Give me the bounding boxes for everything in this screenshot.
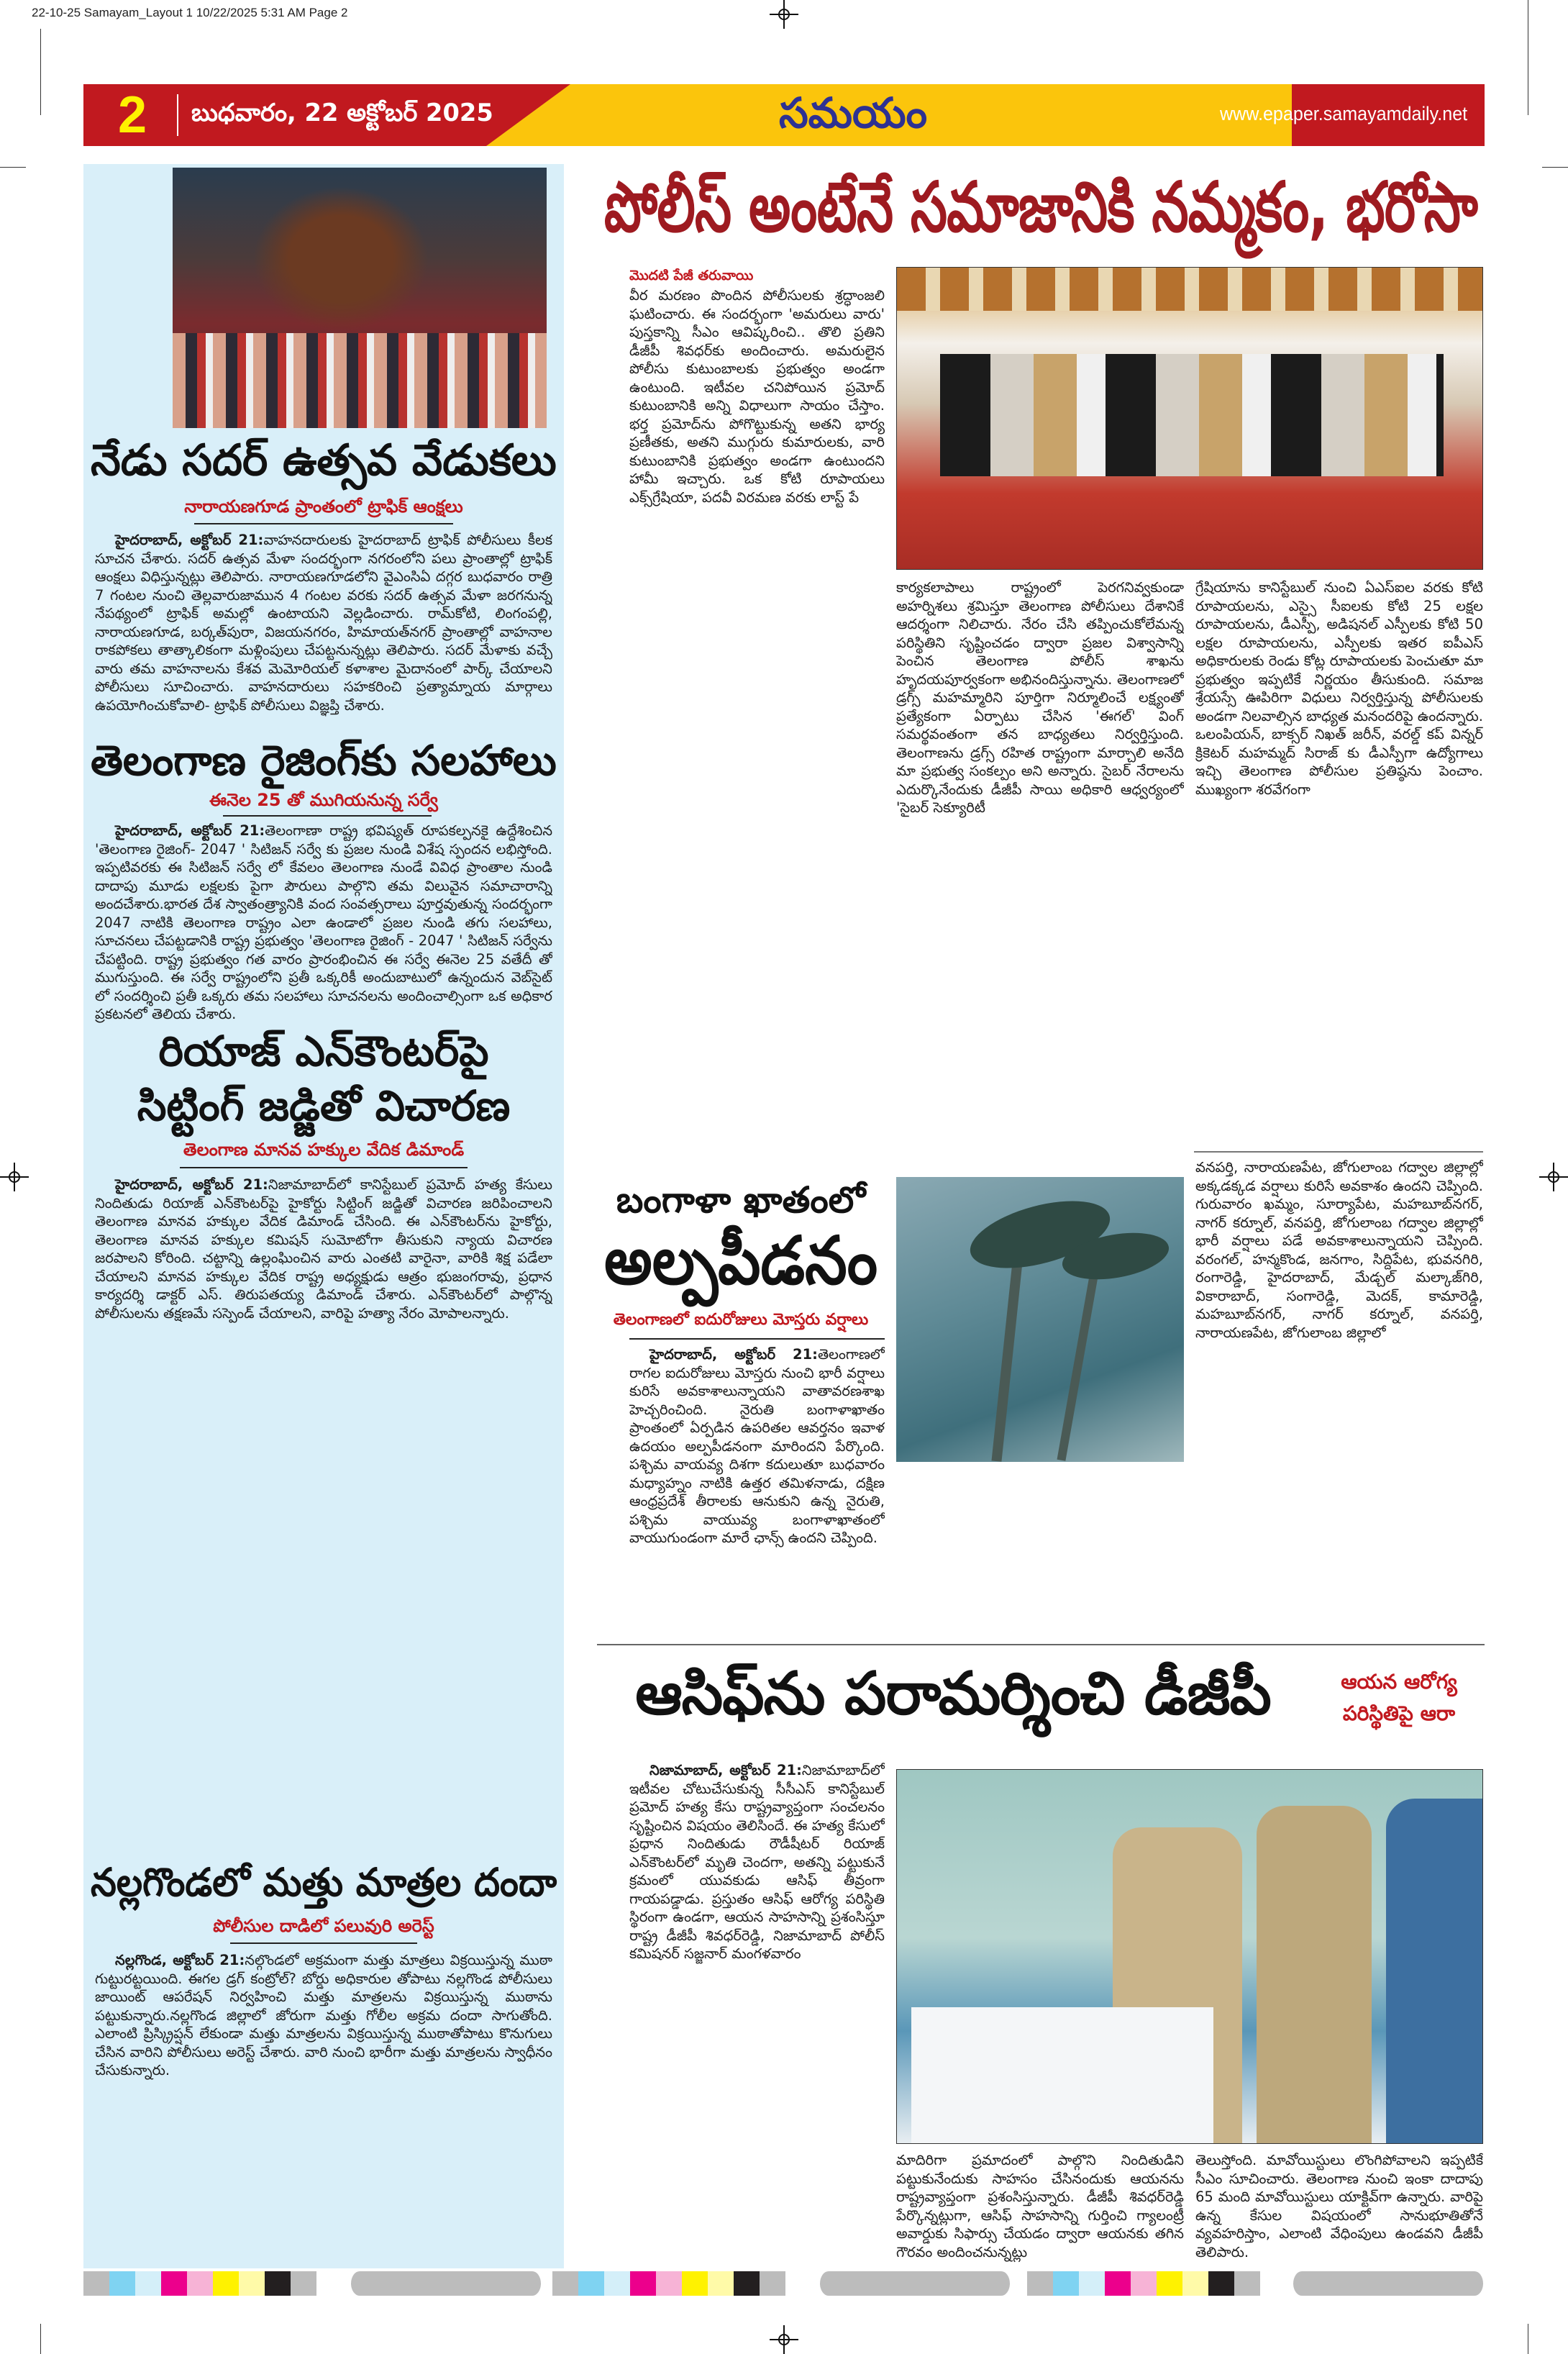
page-number: 2 bbox=[118, 86, 147, 144]
color-swatch bbox=[552, 2271, 578, 2296]
registration-mark-icon bbox=[0, 1163, 29, 1191]
section-divider bbox=[597, 1644, 1485, 1645]
color-swatch bbox=[708, 2271, 734, 2296]
gray-calibration-pill bbox=[351, 2271, 541, 2296]
nalgonda-subhead-text: పోలీసుల దాడిలో పలువురి అరెస్ట్ bbox=[213, 1916, 434, 1936]
color-swatch bbox=[578, 2271, 604, 2296]
cyclone-headline-line1 bbox=[604, 1180, 878, 1222]
sadar-headline bbox=[91, 436, 557, 486]
color-swatch bbox=[265, 2271, 291, 2296]
crop-mark bbox=[40, 29, 41, 115]
cyclone-column-2 bbox=[896, 1468, 1184, 1637]
cyclone-subhead-text: తెలంగాణలో ఐదురోజులు మోస్తరు వర్షాలు bbox=[613, 1311, 869, 1329]
print-slug: 22-10-25 Samayam_Layout 1 10/22/2025 5:31 AM Page 2 bbox=[32, 6, 348, 19]
asif-column-3: తెలుస్తోంది. మావోయిస్టులు లొంగిపోవాలని ఇప్పటికే సీఎం సూచించారు. తెలంగాణ నుంచి ఇంకా దాదాపు 65 మంది మావోయిస్టులు యాక్టివ్‌గా ఉన్నారు. వారిపై ఉన్న కేసుల విషయంలో సానుభూతితోనే వ్యవహరిస్తాం, ఎలాంటి వేధింపులు ఉండవని డీజీపీ తెలిపారు. bbox=[1195, 2152, 1483, 2260]
cyclone-column-3: వనపర్తి, నారాయణపేట, జోగులాంబ గద్వాల జిల్లాల్లో అక్కడక్కడ వర్షాలు కురిసే అవకాశం ఉందని చెప్పింది. గురువారం ఖమ్మం, సూర్యాపేట, మహబూబ్‌నగర్, నాగర్ కర్నూల్, వనపర్తి, జోగులాంబ గద్వాల జిల్లాల్లో భారీ వర్షాలు పడే అవకాశాలున్నాయని చెప్పింది. వరంగల్, హన్మకొండ, జనగాం, సిద్దిపేట, భువనగిరి, రంగారెడ్డి, హైదరాబాద్, మేడ్చల్ మల్కాజ్‌గిరి, వికారాబాద్, సంగారెడ్డి, మెదక్, కామారెడ్డి, మహబూబ్‌నగర్, నాగర్ కర్నూల్, వనపర్తి, నారాయణపేట, జోగులాంబ జిల్లాలో bbox=[1195, 1159, 1483, 1341]
sadar-headline-text: నేడు సదర్ ఉత్సవ వేడుకలు bbox=[91, 435, 557, 486]
riyaz-headline-line1 bbox=[91, 1027, 557, 1076]
divider bbox=[194, 523, 453, 524]
dateline: హైదరాబాద్, అక్టోబర్ 21: bbox=[115, 822, 265, 839]
color-swatch bbox=[1131, 2271, 1157, 2296]
cyclone-article bbox=[629, 1345, 885, 1637]
color-swatch bbox=[1208, 2271, 1234, 2296]
dateline: హైదరాబాద్, అక్టోబర్ 21: bbox=[649, 1346, 818, 1363]
rising-article bbox=[95, 822, 552, 1023]
cyclone-headline-line1-text: బంగాళా ఖాతంలో bbox=[616, 1179, 866, 1221]
epaper-url-text[interactable]: www.epaper.samayamdaily.net bbox=[1220, 103, 1468, 124]
color-swatch bbox=[630, 2271, 656, 2296]
color-swatch bbox=[187, 2271, 213, 2296]
issue-date-text: బుధవారం, 22 అక్టోబర్ 2025 bbox=[191, 99, 493, 127]
main-headline bbox=[604, 167, 1478, 247]
color-swatch bbox=[161, 2271, 187, 2296]
asif-headline-text: ఆసిఫ్‌ను పరామర్శించి డీజీపీ bbox=[635, 1660, 1271, 1728]
color-swatch bbox=[1234, 2271, 1260, 2296]
article-body: తెలంగాణలో రాగల ఐదురోజులు మోస్తరు నుంచి భారీ వర్షాలు కురిసే అవకాశాలున్నాయని వాతావరణశాఖ హెచ్చరించింది. నైరుతి బంగాళాఖాతం ప్రాంతంలో ఏర్పడిన ఉపరితల ఆవర్తనం ఇవాళ ఉదయం అల్పపీడనంగా మారిందని పేర్కొంది. పశ్చిమ వాయవ్య దిశగా కదులుతూ బుధవారం మధ్యాహ్నం నాటికి ఉత్తర తమిళనాడు, దక్షిణ ఆంధ్రప్రదేశ్ తీరాలకు ఆనుకుని ఉన్న నైరుతి, పశ్చిమ వాయువ్య బంగాళాఖాతంలో వాయుగుండంగా మారే ఛాన్స్ ఉందని చెప్పింది. bbox=[629, 1346, 885, 1546]
cyclone-headline-line2-text: అల్పపీడనం bbox=[604, 1222, 878, 1299]
sadar-festival-photo bbox=[173, 168, 547, 428]
color-swatch bbox=[1105, 2271, 1131, 2296]
divider bbox=[223, 815, 432, 817]
asif-headline bbox=[604, 1662, 1302, 1727]
rising-headline bbox=[91, 737, 557, 785]
color-calibration-bar bbox=[83, 2271, 316, 2296]
sadar-subhead-text: నారాయణగూడ ప్రాంతంలో ట్రాఫిక్ ఆంక్షలు bbox=[184, 496, 463, 517]
asif-kicker-line1-text: ఆయన ఆరోగ్య bbox=[1341, 1670, 1457, 1694]
dateline: హైదరాబాద్, అక్టోబర్ 21: bbox=[115, 532, 264, 548]
sadar-subhead bbox=[91, 496, 557, 521]
registration-mark-icon bbox=[770, 2325, 798, 2354]
rising-headline-text: తెలంగాణ రైజింగ్‌కు సలహాలు bbox=[91, 736, 557, 785]
main-headline-text: పోలీస్ అంటేనే సమాజానికి నమ్మకం, భరోసా bbox=[604, 167, 1478, 247]
crop-mark bbox=[1542, 167, 1568, 168]
color-swatch bbox=[1157, 2271, 1182, 2296]
asif-article bbox=[629, 1761, 885, 2265]
asif-kicker-line1 bbox=[1316, 1668, 1482, 1696]
color-swatch bbox=[135, 2271, 161, 2296]
article-body: నిజామాబాద్‌లో కానిస్టేబుల్ ప్రమోద్ హత్య కేసులు నిందితుడు రియాజ్ ఎన్‌కౌంటర్‌పై హైకోర్టు సిట్టింగ్ జడ్జితో విచారణ జరిపించాలని తెలంగాణ మానవ హక్కుల వేదిక డిమాండ్ చేసింది. ఈ ఎన్‌కౌంటర్‌ను హైకోర్టు, తెలంగాణ మానవ హక్కుల కమిషన్ సుమోటోగా తీసుకుని న్యాయ విచారణ జరపాలని కోరింది. చట్టాన్ని ఉల్లంఘించిన వారు ఎంతటి వారైనా, వారికి శిక్ష పడేలా చేయాలని మానవ హక్కుల వేదిక రాష్ట్ర అధ్యక్షుడు ఆత్రం భుజంగరావు, ప్రధాన కార్యదర్శి డాక్టర్ ఎస్. తిరుపతయ్య డిమాండ్ చేశారు. ఎన్‌కౌంటర్‌లో పాల్గొన్న పోలీసులను తక్షణమే సస్పెండ్ చేయాలని, వారిపై హత్యా నేరం మోపాలన్నారు. bbox=[95, 1176, 552, 1322]
masthead-text: సమయం bbox=[778, 88, 928, 137]
registration-mark-icon bbox=[1539, 1163, 1568, 1191]
main-story-column-3: గ్రేషియాను కానిస్టేబుల్ నుంచి ఏఎస్ఐల వరకు కోటి రూపాయలను, ఎస్సై సీఐలకు కోటి 25 లక్షల రూపాయలను, డీఎస్పీ, అడిషనల్ ఎస్పీలకు కోటి 50 లక్షల రూపాయలను, ఎస్పీలకు ఇతర ఐపీఎస్ అధికారులకు రెండు కోట్ల రూపాయలకు పెంచుతూ మా ప్రభుత్వం ఇప్పటికే నిర్ణయం తీసుకుంది. సమాజ శ్రేయస్సే ఊపిరిగా విధులు నిర్వర్తిస్తున్న పోలీసులకు అండగా నిలవాల్సిన బాధ్యత మనందరిపై ఉందన్నారు. ఒలంపియన్, బాక్సర్ నిఖత్ జరీన్, వరల్డ్ కప్ విన్నర్ క్రికెటర్ మహమ్మద్ సిరాజ్ కు డీఎస్పీగా ఉద్యోగాలు ఇచ్చి తెలంగాణ పోలీసుల ప్రతిష్ఠను పెంచాం. ముఖ్యంగా శరవేగంగా bbox=[1195, 579, 1483, 798]
color-swatch bbox=[1027, 2271, 1053, 2296]
main-story-column-2: కార్యకలాపాలు రాష్ట్రంలో పెరగనివ్వకుండా అహర్నిశలు శ్రమిస్తూ తెలంగాణ పోలీసులు దేశానికే ఆదర్శంగా నిలిచారు. నేరం చేసి తప్పించుకోలేమన్న పరిస్థితిని సృష్టించడం ద్వారా ప్రజల విశ్వాసాన్ని పెంచిన తెలంగాణ పోలీస్ శాఖను హృదయపూర్వకంగా అభినందిస్తున్నాను. తెలంగాణలో డ్రగ్స్ మహమ్మారిని పూర్తిగా నిర్మూలించే లక్ష్యంతో ప్రత్యేకంగా ఏర్పాటు చేసిన 'ఈగల్' వింగ్ సమర్థవంతంగా తన బాధ్యతలు నిర్వర్తిస్తుంది. తెలంగాణను డ్రగ్స్ రహిత రాష్ట్రంగా మార్చాలి అనేది మా ప్రభుత్వ సంకల్పం అని అన్నారు. సైబర్ నేరాలను ఎదుర్కొనేందుకు డీజీపీ సాయి అధికారి ఆధ్వర్యంలో 'సైబర్ సెక్యూరిటీ bbox=[896, 579, 1184, 816]
color-swatch bbox=[656, 2271, 682, 2296]
riyaz-headline-line2-text: సిట్టింగ్ జడ్జితో విచారణ bbox=[137, 1081, 511, 1130]
registration-mark-icon bbox=[770, 0, 798, 29]
color-swatch bbox=[239, 2271, 265, 2296]
nalgonda-article bbox=[95, 1951, 552, 2239]
crop-mark bbox=[0, 167, 26, 168]
asif-kicker-line2-text: పరిస్థితిపై ఆరా bbox=[1342, 1701, 1456, 1725]
crop-mark bbox=[40, 2324, 41, 2354]
color-swatch bbox=[1182, 2271, 1208, 2296]
color-swatch bbox=[213, 2271, 239, 2296]
dateline: నల్లగొండ, అక్టోబర్ 21: bbox=[115, 1952, 245, 1968]
dateline: నిజామాబాద్, అక్టోబర్ 21: bbox=[649, 1762, 802, 1778]
article-body: తెలంగాణా రాష్ట్ర భవిష్యత్ రూపకల్పనకై ఉద్దేశించిన 'తెలంగాణ రైజింగ్- 2047 ' సిటిజన్ సర్వే కు ప్రజల నుండి విశేష స్పందన లభిస్తోంది. ఇప్పటివరకు ఈ సిటిజన్ సర్వే లో కేవలం తెలంగాణ నుండే వివిధ ప్రాంతాల నుండి దాదాపు మూడు లక్షలకు పైగా పౌరులు పాల్గొని తమ విలువైన సమాచారాన్ని అందచేశారు.భారత దేశ స్వాతంత్ర్యానికి వంద సంవత్సరాలు పూర్తవుతున్న సందర్భంగా 2047 నాటికి తెలంగాణ రాష్ట్రం ఎలా ఉండాలో ప్రజల నుండి తగు సలహాలు, సూచనలు చేపట్టడానికి రాష్ట్ర ప్రభుత్వం 'తెలంగాణ రైజింగ్ - 2047 ' సిటిజన్ సర్వేను చేపట్టింది. రాష్ట్ర ప్రభుత్వం గత వారం ప్రారంభించిన ఈ సర్వే ఈనెల 25 వతేదీ తో ముగుస్తుంది. ఈ సర్వే రాష్ట్రంలోని ప్రతీ ఒక్కరికీ అందుబాటులో ఉన్నందున వెబ్‌సైట్ లో సందర్శించి ప్రతీ ఒక్కరు తమ సలహాలు సూచనలను అందించాల్సింగా ఒక అధికార ప్రకటనలో తెలియ చేశారు. bbox=[95, 822, 552, 1022]
cyclone-palm-trees-photo bbox=[896, 1177, 1184, 1462]
nalgonda-subhead bbox=[91, 1916, 557, 1940]
divider bbox=[629, 1338, 885, 1340]
color-swatch bbox=[109, 2271, 135, 2296]
color-swatch bbox=[604, 2271, 630, 2296]
color-swatch bbox=[682, 2271, 708, 2296]
cyclone-headline-line2 bbox=[604, 1224, 878, 1297]
divider bbox=[230, 1942, 417, 1944]
police-ceremony-photo bbox=[896, 267, 1483, 570]
rising-subhead bbox=[91, 790, 557, 814]
riyaz-subhead bbox=[91, 1140, 557, 1164]
color-swatch bbox=[83, 2271, 109, 2296]
rising-subhead-text: ఈనెల 25 తో ముగియనున్న సర్వే bbox=[209, 790, 438, 810]
riyaz-subhead-text: తెలంగాణ మానవ హక్కుల వేదిక డిమాండ్ bbox=[183, 1140, 465, 1160]
color-swatch bbox=[1079, 2271, 1105, 2296]
color-swatch bbox=[760, 2271, 785, 2296]
riyaz-article bbox=[95, 1176, 552, 1852]
article-body: నిజామాబాద్‌లో ఇటీవల చోటుచేసుకున్న సీసీఎస్ కానిస్టేబుల్ ప్రమోద్ హత్య కేసు రాష్ట్రవ్యాప్తంగా సంచలనం సృష్టించిన విషయం తెలిసిందే. ఈ హత్య కేసులో ప్రధాన నిందితుడు రౌడీషీటర్ రియాజ్ ఎన్‌కౌంటర్‌లో మృతి చెందగా, అతన్ని పట్టుకునే క్రమంలో యువకుడు ఆసిఫ్ తీవ్రంగా గాయపడ్డాడు. ప్రస్తుతం ఆసిఫ్ ఆరోగ్య పరిస్థితి స్థిరంగా ఉండగా, ఆయన సాహసాన్ని ప్రశంసిస్తూ రాష్ట్ర డీజీపీ శివధర్‌రెడ్డి, నిజామాబాద్ పోలీస్ కమిషనర్ సజ్జనార్ మంగళవారం bbox=[629, 1762, 885, 1962]
dateline: హైదరాబాద్, అక్టోబర్ 21: bbox=[115, 1176, 268, 1193]
cyclone-subhead bbox=[604, 1311, 878, 1332]
gray-calibration-pill bbox=[1293, 2271, 1483, 2296]
asif-kicker-line2 bbox=[1316, 1699, 1482, 1728]
nalgonda-headline-text: నల్లగొండలో మత్తు మాత్రల దందా bbox=[91, 1860, 557, 1905]
color-calibration-bar bbox=[1027, 2271, 1260, 2296]
dgp-hospital-visit-photo bbox=[896, 1769, 1483, 2144]
asif-column-2: మాదిరిగా ప్రమాదంలో పాల్గొని నిందితుడిని పట్టుకునేందుకు సాహసం చేసినందుకు ఆయనను రాష్ట్రవ్యాప్తంగా ప్రశంసిస్తున్నారు. డీజీపీ శివధర్‌రెడ్డి పేర్కొన్నట్లుగా, ఆసిఫ్ సాహసాన్ని గుర్తించి గ్యాలంట్రీ అవార్డుకు సిఫార్సు చేయడం ద్వారా ఆయనకు తగిన గౌరవం అందించనున్నట్లు bbox=[896, 2152, 1184, 2260]
page-header bbox=[83, 84, 1485, 146]
main-story-column-1: వీర మరణం పొందిన పోలీసులకు శ్రద్ధాంజలి ఘటించారు. ఈ సందర్భంగా 'అమరులు వారు' పుస్తకాన్ని సీఎం ఆవిష్కరించి.. తొలి ప్రతిని డీజీపీ శివధర్‌కు అందించారు. అమరులైన పోలీసు కుటుంబాలకు ప్రభుత్వం అండగా ఉంటుంది. ఇటీవల చనిపోయిన ప్రమోద్ కుటుంబానికి అన్ని విధాలుగా సాయం చేస్తాం. భర్త ప్రమోద్‌ను పోగొట్టుకున్న అతని భార్య ప్రణీతకు, అతని ముగ్గురు కుమారులకు, వారి కుటుంబానికి ప్రభుత్వం అండగా ఉంటుందని హామీ ఇచ్చారు. ఒక కోటి రూపాయలు ఎక్స్‌గ్రేషియా, పదవీ విరమణ వరకు లాస్ట్ పే bbox=[629, 287, 885, 506]
riyaz-headline-line2 bbox=[91, 1082, 557, 1130]
gray-calibration-pill bbox=[820, 2271, 1010, 2296]
divider bbox=[1194, 1151, 1483, 1153]
riyaz-headline-line1-text: రియాజ్ ఎన్‌కౌంటర్‌పై bbox=[158, 1027, 489, 1076]
color-swatch bbox=[734, 2271, 760, 2296]
epaper-url[interactable] bbox=[1220, 103, 1467, 125]
divider bbox=[180, 1167, 468, 1168]
nalgonda-headline bbox=[91, 1860, 557, 1905]
color-swatch bbox=[1053, 2271, 1079, 2296]
article-body: నల్గొండలో అక్రమంగా మత్తు మాత్రలు విక్రయిస్తున్న ముఠా గుట్టురట్టయింది. ఈగల డ్రగ్ కంట్రోల్? బోర్డు అధికారుల తోపాటు నల్లగొండ పోలీసులు జాయింట్ ఆపరేషన్ నిర్వహించి మత్తు మాత్రలను విక్రయిస్తున్న ముఠాను పట్టుకున్నారు.నల్లగొండ జిల్లాలో జోరుగా మత్తు గోలీల అక్రమ దందా సాగుతోంది. ఎలాంటి ప్రిస్క్రిప్షన్ లేకుండా మత్తు మాత్రలను విక్రయిస్తున్న ముఠాతోపాటు కొనుగులు చేసిన వారిని పోలీసులు అరెస్ట్ చేశారు. వారి నుంచి భారీగా మత్తు మాత్రలను స్వాధీనం చేసుకున్నారు. bbox=[95, 1952, 552, 2078]
color-calibration-bar bbox=[552, 2271, 785, 2296]
sadar-article bbox=[95, 531, 552, 732]
article-body: వాహనదారులకు హైదరాబాద్ ట్రాఫిక్ పోలీసులు కీలక సూచన చేశారు. సదర్ ఉత్సవ మేళా సందర్భంగా నగరంలోని పలు ప్రాంతాల్లో ట్రాఫిక్ ఆంక్షలు విధిస్తున్నట్లు తెలిపారు. నారాయణగూడలోని వైఎంసిఏ దగ్గర బుధవారం రాత్రి 7 గంటల నుంచి తెల్లవారుజామున 4 గంటల వరకు సదర్ ఉత్సవ మేళా జరగనున్న నేపథ్యంలో ట్రాఫిక్ అమల్లో ఉంటాయని వెల్లడించారు. రామ్‌కోటి, లింగంపల్లి, నారాయణగూడ, బర్కత్‌పురా, విజయనగరం, హిమాయత్‌నగర్ ప్రాంతాల్లో వాహనాల రాకపోకలు తాత్కాలికంగా మళ్లింపులు చేపట్టనున్నట్లు తెలిపారు. సదర్ మేళాకు వచ్చే వారు తమ వాహనాలను కేశవ మెమోరియల్ కళాశాల మైదానంలో పార్క్ చేయాలని పోలీసులు సూచించారు. వాహనదారులు సహకరించి ప్రత్యామ్నాయ మార్గాలు ఉపయోగించుకోవాలి- ట్రాఫిక్ పోలీసులు విజ్ఞప్తి చేశారు. bbox=[95, 532, 552, 714]
issue-date bbox=[191, 99, 493, 133]
color-swatch bbox=[291, 2271, 316, 2296]
masthead-logo bbox=[601, 88, 1105, 146]
header-divider bbox=[177, 94, 178, 136]
continued-label: మొదటి పేజీ తరువాయి bbox=[629, 268, 754, 283]
